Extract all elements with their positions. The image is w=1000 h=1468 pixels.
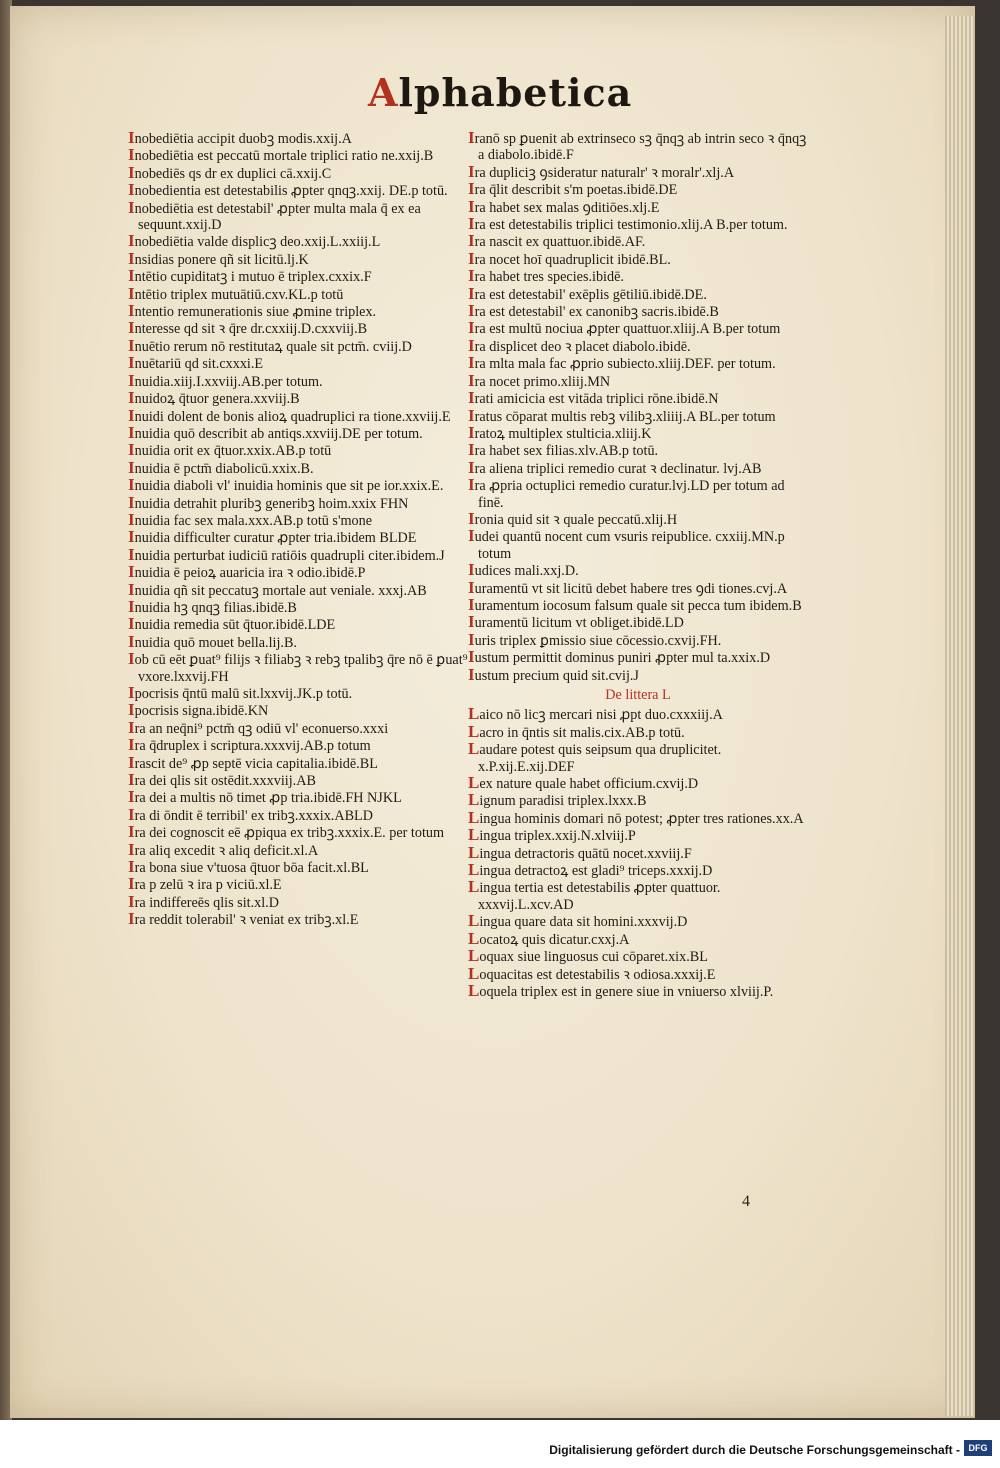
index-entry — [128, 596, 468, 616]
rubricated-initial: I — [468, 664, 475, 684]
index-entry — [468, 862, 808, 879]
entry-text: ra est detestabil' ex canonibꝫ sacris.ibidē.B — [474, 304, 719, 321]
index-entry — [128, 616, 468, 633]
entry-text: oquacitas est detestabilis ꝛ odiosa.xxxij.E — [479, 966, 716, 983]
index-column-left — [128, 130, 468, 929]
entry-text: ustum precium quid sit.cvij.J — [474, 667, 639, 684]
index-entry — [468, 528, 808, 562]
index-entry — [128, 772, 468, 789]
rubricated-initial: I — [468, 353, 475, 373]
index-entry — [468, 980, 808, 1000]
rubricated-initial: I — [128, 335, 135, 355]
index-entry — [468, 422, 808, 442]
index-entry — [468, 664, 808, 684]
entry-text: ra aliq excedit ꝛ aliq deficit.xl.A — [134, 842, 319, 859]
rubricated-initial: I — [128, 891, 135, 911]
entry-text: nuidia ē peioꝝ auaricia ira ꝛ odio.ibidē.P — [134, 565, 366, 582]
entry-text: udices mali.xxj.D. — [474, 563, 579, 580]
rubricated-initial: L — [468, 842, 480, 862]
entry-text: ra displicet deo ꝛ placet diabolo.ibidē. — [474, 338, 691, 355]
entry-text: oquela triplex est in genere siue in vniuerso xlviij.P. — [479, 983, 774, 1000]
entry-text: nuidia.xiij.I.xxviij.AB.per totum. — [134, 373, 323, 390]
index-entry — [128, 162, 468, 182]
index-entry — [468, 303, 808, 320]
rubricated-initial: I — [468, 301, 475, 321]
rubricated-initial: I — [468, 612, 475, 632]
rubricated-initial: I — [128, 180, 135, 200]
index-entry — [468, 792, 808, 809]
entry-text: ra indiffereēs qlis sit.xl.D — [134, 894, 279, 911]
rubricated-initial: I — [128, 857, 135, 877]
rubricated-initial: I — [128, 283, 135, 303]
rubricated-initial: I — [468, 508, 475, 528]
index-entry — [468, 477, 808, 511]
entry-text: ra est detestabilis triplici testimonio.xlij.A B.per totum. — [474, 217, 788, 234]
rubricated-initial: L — [468, 739, 480, 759]
rubricated-initial: I — [128, 128, 135, 147]
index-column-right — [468, 130, 808, 1000]
rubricated-initial: I — [128, 752, 135, 772]
index-entry — [468, 233, 808, 250]
index-entry — [468, 457, 808, 477]
rubricated-initial: L — [468, 721, 480, 741]
entry-text: nuētariū qd sit.cxxxi.E — [134, 356, 264, 373]
rubricated-initial: I — [128, 231, 135, 251]
entry-text: uramentū licitum vt obliget.ibidē.LD — [474, 615, 684, 632]
rubricated-initial: L — [468, 946, 480, 966]
entry-text: udei quantū nocent cum vsuris reipublice. cxxiij.MN.p totum — [474, 529, 785, 562]
entry-text: ingua triplex.xxij.N.xlviij.P — [479, 828, 636, 845]
rubricated-initial: I — [128, 631, 135, 651]
index-entry — [468, 442, 808, 459]
index-entry — [468, 706, 808, 723]
entry-text: nobediētia est peccatū mortale triplici ratio ne.xxij.B — [134, 148, 434, 165]
index-entry — [128, 544, 468, 564]
index-entry — [128, 197, 468, 234]
index-entry — [468, 963, 808, 983]
index-entry — [468, 370, 808, 390]
entry-text: nuidia quō mouet bella.lij.B. — [134, 634, 297, 651]
index-entry — [128, 147, 468, 164]
entry-text: acro in q̄ntis sit malis.cix.AB.p totū. — [479, 724, 685, 741]
entry-text: ra ꝓpria octuplici remedio curatur.lvj.LD per totum ad finē. — [474, 478, 785, 511]
entry-text: ra nocet primo.xliij.MN — [474, 373, 611, 390]
index-entry — [128, 564, 468, 581]
rubricated-initial: I — [128, 649, 135, 669]
entry-text: ingua detractoꝝ est gladi⁹ triceps.xxxij.D — [479, 863, 713, 880]
entry-text: ranō sp ꝑuenit ab extrinseco sꝫ q̄nqꝫ ab intrin seco ꝛ q̄nqꝫ a diabolo.ibidē.F — [474, 131, 807, 164]
rubricated-initial: I — [128, 197, 135, 217]
rubricated-initial: I — [128, 804, 135, 824]
index-entry — [128, 182, 468, 199]
rubricated-initial: I — [128, 527, 135, 547]
rubricated-initial: I — [128, 266, 135, 286]
index-entry — [128, 320, 468, 337]
index-entry — [468, 775, 808, 792]
index-entry — [128, 233, 468, 250]
entry-text: ignum paradisi triplex.lxxx.B — [479, 793, 647, 810]
index-entry — [128, 335, 468, 355]
entry-text: nuidia orit ex q̄tuor.xxix.AB.p totū — [134, 443, 332, 460]
index-entry — [468, 649, 808, 666]
entry-text: nuidia remedia sūt q̄tuor.ibidē.LDE — [134, 617, 336, 634]
index-entry — [468, 741, 808, 775]
entry-text: rati amicicia est vitāda triplici rōne.ibidē.N — [474, 391, 719, 408]
rubricated-initial: I — [128, 596, 135, 616]
rubricated-initial: I — [468, 231, 475, 251]
entry-text: ntētio cupiditatꝫ i mutuo ē triplex.cxxix.F — [134, 269, 372, 286]
rubricated-initial: I — [468, 214, 475, 234]
index-entry — [128, 268, 468, 285]
index-entry — [468, 562, 808, 579]
index-entry — [128, 509, 468, 529]
index-entry — [128, 492, 468, 512]
title-rest: lphabetica — [398, 70, 633, 115]
index-entry — [128, 824, 468, 841]
entry-text: nuidia quō describit ab antiqs.xxviij.DE per totum. — [134, 425, 423, 442]
section-heading: De littera L — [605, 687, 671, 703]
entry-text: pocrisis q̄ntū malū sit.lxxvij.JK.p totū. — [134, 686, 353, 702]
rubricated-initial: I — [468, 629, 475, 649]
rubricated-initial: I — [128, 457, 135, 477]
entry-text: nuidia perturbat iudiciū ratiōis quadrupli citer.ibidem.J — [134, 547, 445, 564]
index-entry — [128, 702, 468, 719]
index-entry — [128, 859, 468, 876]
index-entry — [128, 248, 468, 268]
index-entry — [468, 335, 808, 355]
index-entry — [128, 390, 468, 407]
rubricated-initial: I — [468, 526, 475, 546]
index-entry — [468, 807, 808, 827]
entry-text: audare potest quis seipsum qua druplicitet. x.P.xij.E.xij.DEF — [478, 742, 722, 775]
rubricated-initial: I — [468, 370, 475, 390]
entry-text: uramentū vt sit licitū debet habere tres ꝯdi tiones.cvj.A — [474, 580, 788, 597]
entry-text: ex nature quale habet officium.cxvij.D — [479, 776, 699, 793]
entry-text: ingua hominis domari nō potest; ꝓpter tres rationes.xx.A — [479, 810, 804, 827]
rubricated-initial: I — [128, 770, 135, 790]
index-entry — [468, 248, 808, 268]
entry-text: ra an neq̄ni⁹ pctm̄ qꝫ odiū vl' econuerso.xxxi — [134, 720, 389, 737]
entry-text: ntentio remunerationis siue ꝓmine triplex. — [134, 304, 377, 321]
index-entry — [128, 405, 468, 425]
entry-text: ra di ōndit ē terribil' ex tribꝫ.xxxix.ABLD — [134, 807, 373, 824]
rubricated-initial: L — [468, 928, 480, 948]
rubricated-initial: I — [468, 128, 475, 147]
title-initial: A — [368, 70, 399, 115]
rubricated-initial: I — [128, 370, 135, 390]
entry-text: ra habet tres species.ibidē. — [474, 269, 624, 286]
entry-text: oquax siue linguosus cui cōparet.xix.BL — [479, 949, 708, 966]
index-entry — [128, 789, 468, 806]
rubricated-initial: I — [468, 422, 475, 442]
entry-text: ra bona siue v'tuosa q̄tuor bōa facit.xl.BL — [134, 860, 369, 877]
entry-text: ocatoꝝ quis dicatur.cxxj.A — [479, 931, 630, 948]
entry-text: ra dei cognoscit eē ꝓpiqua ex tribꝫ.xxxix.E. per totum — [134, 825, 445, 842]
index-entry — [128, 370, 468, 390]
rubricated-initial: I — [128, 509, 135, 529]
entry-text: nobediēs qs dr ex duplici cā.xxij.C — [134, 165, 332, 182]
entry-text: ra nocet hoī quadruplicit ibidē.BL. — [474, 251, 671, 268]
rubricated-initial: I — [128, 874, 135, 894]
rubricated-initial: I — [128, 440, 135, 460]
index-entry — [468, 161, 808, 181]
entry-text: ntētio triplex mutuātiū.cxv.KL.p totū — [134, 286, 344, 303]
index-entry — [128, 529, 468, 546]
rubricated-initial: I — [128, 700, 135, 720]
index-entry — [128, 422, 468, 442]
entry-text: nobedientia est detestabilis ꝓpter qnqꝫ.xxij. DE.p totū. — [134, 183, 448, 200]
rubricated-initial: I — [128, 388, 135, 408]
rubricated-initial: L — [468, 980, 480, 1000]
rubricated-initial: L — [468, 790, 480, 810]
rubricated-initial: I — [468, 335, 475, 355]
entry-text: ra q̄druplex i scriptura.xxxvij.AB.p totum — [134, 738, 371, 755]
index-entry — [468, 842, 808, 862]
rubricated-initial: I — [128, 492, 135, 512]
index-entry — [468, 196, 808, 216]
rubricated-initial: I — [468, 318, 475, 338]
entry-text: nobediētia accipit duobꝫ modis.xxij.A — [134, 131, 352, 147]
index-entry — [468, 948, 808, 965]
entry-text: ob cū eēt ꝑuat⁹ filijs ꝛ filiabꝫ ꝛ rebꝫ tpalibꝫ q̄re nō ē ꝑuat⁹ vxore.lxxvij.FH — [134, 652, 468, 685]
entry-text: pocrisis signa.ibidē.KN — [134, 703, 269, 720]
rubricated-initial: L — [468, 807, 480, 827]
rubricated-initial: I — [468, 560, 475, 580]
entry-text: ingua tertia est detestabilis ꝓpter quattuor. xxxvij.L.xcv.AD — [478, 880, 721, 913]
index-entry — [468, 390, 808, 407]
index-entry — [128, 283, 468, 303]
entry-text: ra est multū nociua ꝓpter quattuor.xliij.A B.per totum — [474, 321, 781, 338]
rubricated-initial: L — [468, 911, 480, 931]
foliation-number: 4 — [742, 1193, 750, 1210]
rubricated-initial: I — [468, 266, 475, 286]
entry-text: ra nascit ex quattuor.ibidē.AF. — [474, 234, 646, 251]
index-entry — [468, 130, 808, 164]
entry-text: ra p zelū ꝛ ira p viciū.xl.E — [134, 877, 282, 894]
index-entry — [128, 717, 468, 737]
rubricated-initial: I — [128, 735, 135, 755]
entry-text: nsidias ponere qñ sit licitū.lj.K — [134, 251, 309, 268]
rubricated-initial: I — [128, 579, 135, 599]
index-entry — [468, 827, 808, 844]
entry-text: nuētio rerum nō restitutaꝝ quale sit pctm̄. cviij.D — [134, 338, 412, 355]
rubricated-initial: I — [128, 318, 135, 338]
index-entry — [468, 928, 808, 948]
entry-text: ingua detractoris quātū nocet.xxviij.F — [479, 845, 692, 862]
rubricated-initial: I — [128, 717, 135, 737]
rubricated-initial: I — [128, 353, 135, 373]
index-entry — [128, 457, 468, 477]
index-entry — [468, 594, 808, 614]
entry-text: uramentum iocosum falsum quale sit pecca tum ibidem.B — [474, 597, 802, 614]
rubricated-initial: I — [468, 594, 475, 614]
entry-text: nuidia diaboli vl' inuidia hominis que sit pe ior.xxix.E. — [134, 478, 444, 495]
entry-text: ra dupliciꝫ ꝯsideratur naturalr' ꝛ moralr'.xlj.A — [474, 164, 735, 181]
index-entry — [128, 303, 468, 320]
rubricated-initial: I — [128, 562, 135, 582]
rubricated-initial: I — [128, 822, 135, 842]
entry-text: ronia quid sit ꝛ quale peccatū.xlij.H — [474, 511, 678, 528]
rubricated-initial: I — [468, 577, 475, 597]
index-entry — [468, 913, 808, 930]
rubricated-initial: I — [128, 787, 135, 807]
rubricated-initial: I — [468, 647, 475, 667]
rubricated-initial: L — [468, 963, 480, 983]
rubricated-initial: L — [468, 773, 480, 793]
index-entry — [468, 283, 808, 303]
rubricated-initial: I — [128, 683, 135, 702]
index-entry — [128, 631, 468, 651]
rubricated-initial: I — [468, 475, 475, 495]
rubricated-initial: I — [128, 301, 135, 321]
rubricated-initial: I — [128, 405, 135, 425]
entry-text: ra dei a multis nō timet ꝓp tria.ibidē.FH NJKL — [134, 790, 402, 807]
rubricated-initial: I — [128, 614, 135, 634]
index-entry — [468, 216, 808, 233]
rubricated-initial: I — [128, 422, 135, 442]
rubricated-initial: I — [468, 388, 475, 408]
rubricated-initial: L — [468, 860, 480, 880]
rubricated-initial: I — [468, 248, 475, 268]
index-entry — [128, 737, 468, 754]
entry-text: nteresse qd sit ꝛ q̄re dr.cxxiij.D.cxxviij.B — [134, 321, 368, 338]
entry-text: nuidia fac sex mala.xxx.AB.p totū s'mone — [134, 512, 373, 529]
page-block-edge — [945, 16, 975, 1416]
index-entry — [128, 442, 468, 459]
entry-text: nuidoꝝ q̄tuor genera.xxviij.B — [134, 391, 300, 408]
rubricated-initial: I — [128, 162, 135, 182]
rubricated-initial: I — [128, 909, 135, 929]
rubricated-initial: I — [128, 248, 135, 268]
dfg-logo: DFG — [964, 1440, 992, 1456]
index-entry — [128, 891, 468, 911]
index-entry — [128, 651, 468, 685]
rubricated-initial: I — [468, 283, 475, 303]
entry-text: nuidia detrahit pluribꝫ generibꝫ hoim.xxix FHN — [134, 495, 409, 512]
index-entry — [468, 577, 808, 597]
entry-text: nuidia hꝫ qnqꝫ filias.ibidē.B — [134, 599, 297, 616]
entry-text: ra reddit tolerabil' ꝛ veniat ex tribꝫ.xl.E — [134, 912, 359, 929]
entry-text: ratus cōparat multis rebꝫ vilibꝫ.xliiij.A BL.per totum — [474, 408, 776, 425]
rubricated-initial: I — [128, 145, 135, 165]
entry-text: ingua quare data sit homini.xxxvij.D — [479, 914, 688, 931]
index-entry — [128, 911, 468, 928]
entry-text: ra q̄lit describit s'm poetas.ibidē.DE — [474, 182, 678, 199]
rubricated-initial: I — [468, 457, 475, 477]
entry-text: nuidia qñ sit peccatuꝫ mortale aut veniale. xxxj.AB — [134, 582, 427, 599]
entry-text: nuidia difficulter curatur ꝓpter tria.ibidem BLDE — [134, 530, 417, 547]
entry-text: ra habet sex malas ꝯditiōes.xlj.E — [474, 199, 660, 216]
entry-text: nobediētia est detestabil' ꝓpter multa mala q̄ ex ea sequunt.xxij.D — [134, 200, 421, 234]
rubricated-initial: I — [468, 179, 475, 199]
rubricated-initial: I — [468, 405, 475, 425]
index-entry — [128, 579, 468, 599]
entry-text: ustum permittit dominus puniri ꝓpter mul ta.xxix.D — [474, 650, 771, 667]
index-entry — [128, 685, 468, 702]
entry-text: nuidia ē pctm̄ diabolicū.xxix.B. — [134, 460, 314, 477]
page-title — [368, 70, 632, 115]
index-entry — [468, 508, 808, 528]
entry-text: ra mlta mala fac ꝓprio subiecto.xliij.DEF. per totum. — [474, 356, 776, 373]
rubricated-initial: I — [128, 544, 135, 564]
index-entry — [468, 614, 808, 631]
index-entry — [468, 355, 808, 372]
entry-text: ratoꝝ multiplex stulticia.xliij.K — [474, 425, 652, 442]
rubricated-initial: L — [468, 877, 480, 897]
rubricated-initial: I — [468, 196, 475, 216]
index-entry — [128, 477, 468, 494]
index-entry — [128, 839, 468, 859]
entry-text: nuidi dolent de bonis alioꝝ quadruplici ra tione.xxviij.E — [134, 408, 451, 425]
index-entry — [468, 405, 808, 425]
entry-text: ra aliena triplici remedio curat ꝛ declinatur. lvj.AB — [474, 460, 762, 477]
entry-text: rascit de⁹ ꝓp septē vicia capitalia.ibidē.BL — [134, 755, 378, 772]
index-entry — [128, 130, 468, 147]
index-entry — [468, 721, 808, 741]
index-entry — [468, 879, 808, 913]
rubricated-initial: L — [468, 825, 480, 845]
index-entry — [468, 320, 808, 337]
index-entry — [468, 629, 808, 649]
rubricated-initial: I — [128, 839, 135, 859]
entry-text: nobediētia valde displicꝫ deo.xxij.L.xxiij.L — [134, 234, 381, 251]
entry-text: aico nō licꝫ mercari nisi ꝓpt duo.cxxxiij.A — [479, 707, 723, 724]
index-entry — [128, 876, 468, 893]
rubricated-initial: I — [468, 440, 475, 460]
rubricated-initial: I — [468, 161, 475, 181]
index-entry — [128, 752, 468, 772]
index-entry — [468, 268, 808, 285]
entry-text: ra habet sex filias.xlv.AB.p totū. — [474, 443, 659, 460]
entry-text: ra est detestabil' exēplis gētiliū.ibidē.DE. — [474, 286, 707, 303]
index-entry — [128, 355, 468, 372]
rubricated-initial: I — [128, 475, 135, 495]
funding-credit: Digitalisierung gefördert durch die Deutsche Forschungsgemeinschaft - — [549, 1443, 960, 1457]
index-entry — [128, 804, 468, 824]
entry-text: uris triplex ꝑmissio siue cōcessio.cxvij.FH. — [474, 632, 722, 649]
entry-text: ra dei qlis sit ostēdit.xxxviij.AB — [134, 773, 316, 790]
index-entry — [468, 181, 808, 198]
rubricated-initial: L — [468, 704, 480, 724]
